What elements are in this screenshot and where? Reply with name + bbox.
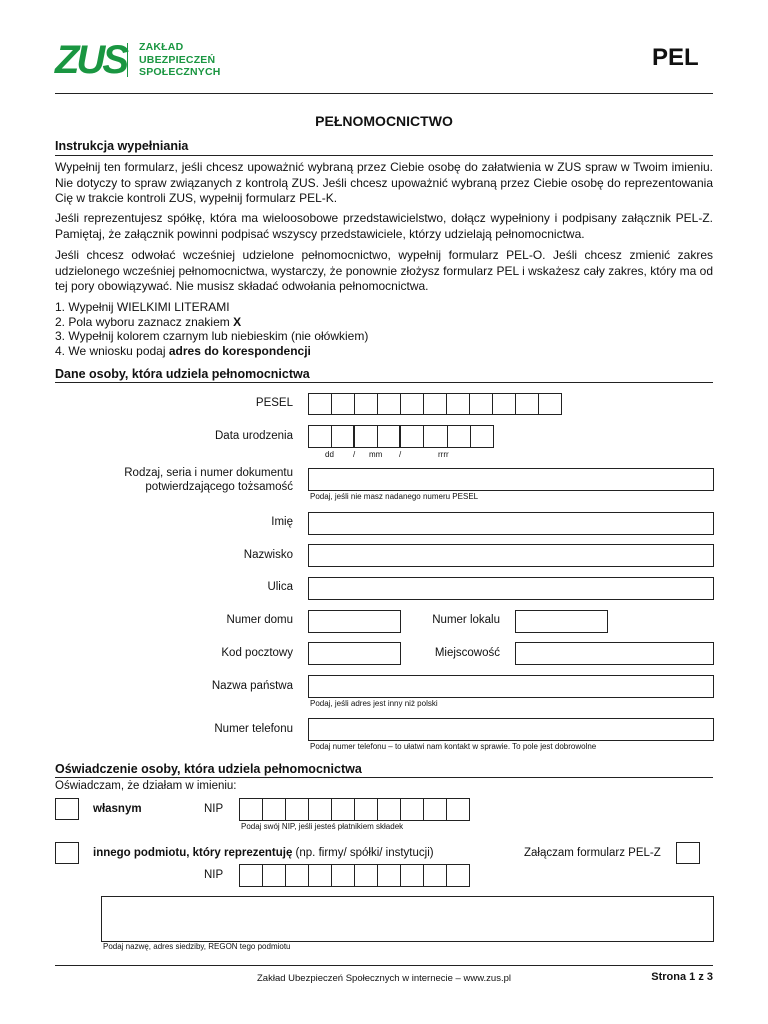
id-document-hint: Podaj, jeśli nie masz nadanego numeru PESEL xyxy=(310,492,479,501)
list-item-4 xyxy=(55,344,368,359)
birth-date-label: Data urodzenia xyxy=(215,430,293,442)
declaration-intro: Oświadczam, że działam w imieniu: xyxy=(55,780,237,792)
list-item-4-bold: adres do korespondencji xyxy=(168,343,311,358)
id-document-label-2: potwierdzającego tożsamość xyxy=(145,481,293,493)
attach-pel-z-checkbox[interactable] xyxy=(676,842,700,864)
logo-line-3: SPOŁECZNYCH xyxy=(139,66,221,78)
zus-logo-mark: ZUS xyxy=(55,38,126,82)
street-label: Ulica xyxy=(267,581,293,593)
id-document-label xyxy=(100,466,293,494)
nip-field-entity[interactable] xyxy=(239,864,470,887)
nip-label-own: NIP xyxy=(204,803,224,815)
country-label: Nazwa państwa xyxy=(211,680,293,692)
date-sep-2: / xyxy=(399,450,402,459)
city-label: Miejscowość xyxy=(434,647,500,659)
instructions-paragraph-1: Wypełnij ten formularz, jeśli chcesz upoważnić wybraną przez Ciebie osobę do załatwienia w ZUS spraw w Twoim imieniu. Nie dotyczy to spraw związanych z kontrolą ZUS. Jeśli chcesz upoważnić wybraną przez Ciebie osobę do reprezentowania Cię w trakcie kontroli ZUS, wypełnij formularz PEL-K. xyxy=(55,160,713,205)
phone-field[interactable] xyxy=(308,718,714,741)
pesel-field[interactable] xyxy=(308,393,562,415)
other-entity-bold: innego podmiotu, który reprezentuję xyxy=(93,847,293,859)
birth-day-field[interactable] xyxy=(308,425,354,448)
list-item-2-text: 2. Pola wyboru zaznacz znakiem xyxy=(55,314,234,329)
declaration-heading: Oświadczenie osoby, która udziela pełnomocnictwa xyxy=(55,762,362,776)
declaration-divider xyxy=(55,777,713,778)
form-code: PEL xyxy=(652,44,699,71)
nip-field-own[interactable] xyxy=(239,798,470,821)
list-item-2 xyxy=(55,315,368,330)
header-divider xyxy=(55,93,713,94)
zus-logo-text xyxy=(139,41,221,79)
rrrr-hint: rrrr xyxy=(438,450,449,459)
dd-hint: dd xyxy=(325,450,334,459)
house-number-label: Numer domu xyxy=(226,614,293,626)
apartment-number-label: Numer lokalu xyxy=(432,614,500,626)
instructions-paragraph-3: Jeśli chcesz odwołać wcześniej udzielone pełnomocnictwo, wypełnij formularz PEL-O. Jeśli chcesz zmienić zakres udzielonego wcześniej pełnomocnictwa, wystarczy, że ponownie złożysz formularz PEL i wskażesz cały zakres, który ma od tej pory obowiązywać. Nie musisz składać odwołania pełnomocnictwa. xyxy=(55,248,713,293)
pesel-label: PESEL xyxy=(255,397,293,409)
instructions-list xyxy=(55,300,368,358)
other-entity-checkbox[interactable] xyxy=(55,842,79,864)
date-sep-1: / xyxy=(353,450,356,459)
phone-label: Numer telefonu xyxy=(214,723,293,735)
own-behalf-label: własnym xyxy=(93,803,142,815)
nip-own-hint: Podaj swój NIP, jeśli jesteś płatnikiem składek xyxy=(241,822,404,831)
city-field[interactable] xyxy=(515,642,714,665)
instructions-paragraph-2: Jeśli reprezentujesz spółkę, która ma wieloosobowe przedstawicielstwo, dołącz wypełniony i podpisany załącznik PEL-Z. Pamiętaj, że załącznik powinni podpisać wszyscy przedstawiciele, którzy udzielają pełnomocnictwa. xyxy=(55,211,713,241)
postal-code-label: Kod pocztowy xyxy=(221,647,293,659)
person-heading: Dane osoby, która udziela pełnomocnictwa xyxy=(55,367,310,381)
page-number: Strona 1 z 3 xyxy=(651,971,713,983)
other-entity-note: (np. firmy/ spółki/ instytucji) xyxy=(292,847,434,859)
birth-year-field[interactable] xyxy=(400,425,494,448)
footer-divider xyxy=(55,965,713,966)
footer-text: Zakład Ubezpieczeń Społecznych w internecie – www.zus.pl xyxy=(257,973,511,984)
entity-details-field[interactable] xyxy=(101,896,714,942)
x-mark: X xyxy=(233,314,242,329)
apartment-number-field[interactable] xyxy=(515,610,608,633)
person-divider xyxy=(55,382,713,383)
birth-month-field[interactable] xyxy=(354,425,400,448)
list-item-3: 3. Wypełnij kolorem czarnym lub niebieskim (nie ołówkiem) xyxy=(55,329,369,343)
last-name-field[interactable] xyxy=(308,544,714,567)
house-number-field[interactable] xyxy=(308,610,401,633)
country-field[interactable] xyxy=(308,675,714,698)
first-name-field[interactable] xyxy=(308,512,714,535)
postal-code-field[interactable] xyxy=(308,642,401,665)
page-title: PEŁNOMOCNICTWO xyxy=(315,113,453,129)
other-entity-label xyxy=(93,847,434,859)
last-name-label: Nazwisko xyxy=(243,549,293,561)
street-field[interactable] xyxy=(308,577,714,600)
first-name-label: Imię xyxy=(271,516,293,528)
phone-hint: Podaj numer telefonu – to ułatwi nam kontakt w sprawie. To pole jest dobrowolne xyxy=(310,742,597,751)
nip-label-entity: NIP xyxy=(204,869,224,881)
id-document-field[interactable] xyxy=(308,468,714,491)
entity-details-hint: Podaj nazwę, adres siedziby, REGON tego podmiotu xyxy=(103,942,291,951)
logo-line-1: ZAKŁAD xyxy=(139,41,184,53)
list-item-1: 1. Wypełnij WIELKIMI LITERAMI xyxy=(55,300,230,314)
own-behalf-checkbox[interactable] xyxy=(55,798,79,820)
country-hint: Podaj, jeśli adres jest inny niż polski xyxy=(310,699,438,708)
id-document-label-1: Rodzaj, seria i numer dokumentu xyxy=(124,467,293,479)
attach-pel-z-label: Załączam formularz PEL-Z xyxy=(524,847,661,859)
logo-divider xyxy=(127,43,128,77)
logo-line-2: UBEZPIECZEŃ xyxy=(139,53,216,66)
mm-hint: mm xyxy=(369,450,383,459)
list-item-4-text: 4. We wniosku podaj xyxy=(55,343,169,358)
instructions-heading: Instrukcja wypełniania xyxy=(55,139,189,153)
instructions-divider xyxy=(55,155,713,156)
